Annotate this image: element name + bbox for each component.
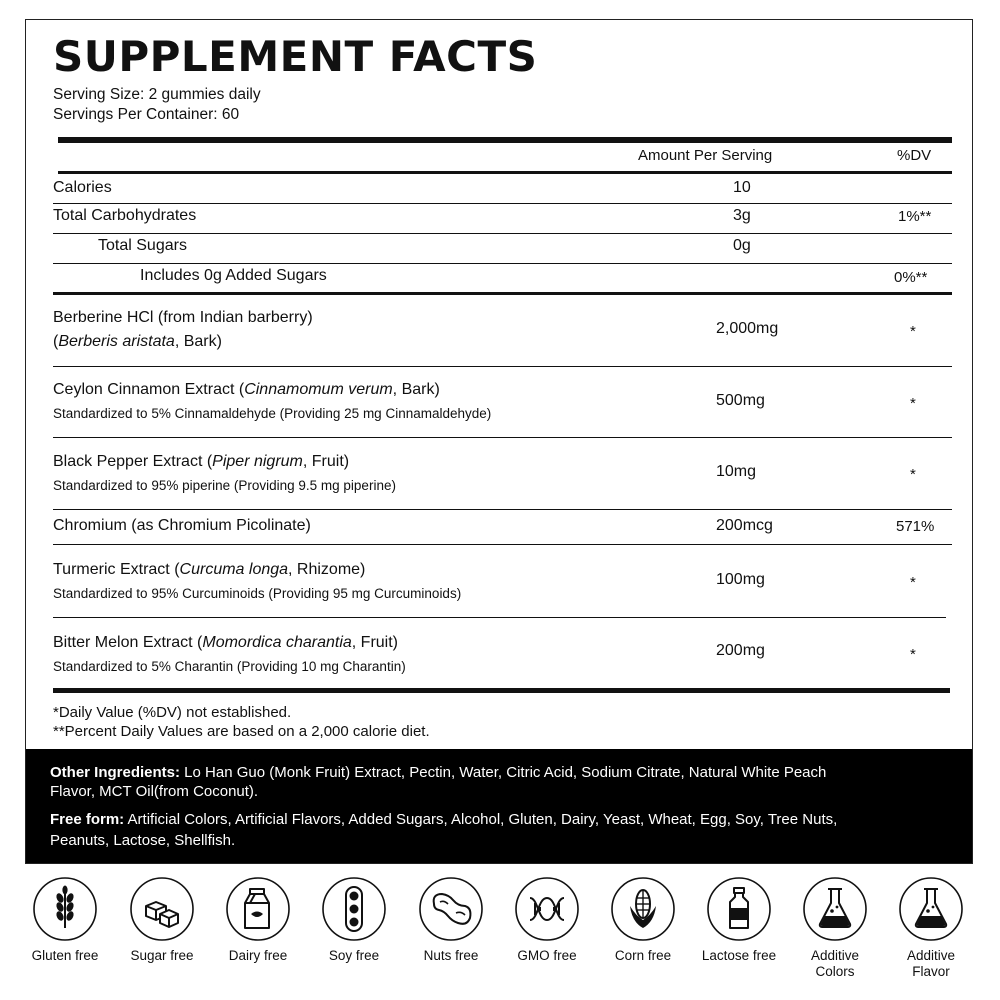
free-form-line-2: Peanuts, Lactose, Shellfish. <box>50 832 236 849</box>
badge-label: Soy free <box>328 948 380 963</box>
total-carbs-label: Total Carbohydrates <box>53 207 197 224</box>
ingredient-source: (Berberis aristata, Bark) <box>53 333 222 350</box>
amount-column-header: Amount Per Serving <box>638 147 773 164</box>
badge-label: Dairy free <box>228 948 288 963</box>
badge-row <box>17 876 983 986</box>
badge-label: Corn free <box>614 948 672 963</box>
thick-divider <box>53 688 950 693</box>
soybean-icon <box>321 876 387 942</box>
bottle-icon <box>706 876 772 942</box>
row-divider <box>53 437 952 438</box>
ingredient-standardization: Standardized to 95% Curcuminoids (Providing 95 mg Curcuminoids) <box>53 586 462 601</box>
badge-corn-free <box>595 876 691 986</box>
badge-label: GMO free <box>517 948 577 963</box>
badge-label: Gluten free <box>31 948 99 963</box>
ingredient-amount: 10mg <box>716 463 757 480</box>
ingredient-name: Bitter Melon Extract (Momordica charantia, Fruit) <box>53 634 398 651</box>
page-title: SUPPLEMENT FACTS <box>53 32 538 81</box>
dv-column-header: %DV <box>897 147 932 164</box>
ingredient-amount: 2,000mg <box>716 320 779 337</box>
milk-carton-icon <box>225 876 291 942</box>
ingredient-name: Black Pepper Extract (Piper nigrum, Fruit) <box>53 453 350 470</box>
other-ingredients-line-2: Flavor, MCT Oil(from Coconut). <box>50 783 259 800</box>
nutrition-end-divider <box>53 292 952 295</box>
footnote-percent: **Percent Daily Values are based on a 2,000 calorie diet. <box>53 723 430 740</box>
row-divider <box>53 544 952 545</box>
ingredient-name: Berberine HCl (from Indian barberry) <box>53 309 313 326</box>
ingredient-amount: 200mg <box>716 642 765 659</box>
header-divider <box>58 171 952 174</box>
badge-lactose-free <box>691 876 787 986</box>
dna-icon <box>514 876 580 942</box>
badge-soy-free <box>306 876 402 986</box>
ingredient-standardization: Standardized to 5% Cinnamaldehyde (Providing 25 mg Cinnamaldehyde) <box>53 406 492 421</box>
ingredient-amount: 100mg <box>716 571 765 588</box>
ingredient-name: Chromium (as Chromium Picolinate) <box>53 517 311 534</box>
free-form-line: Free form: Artificial Colors, Artificial Flavors, Added Sugars, Alcohol, Gluten, Dairy, Yeast, Wheat, Egg, Soy, Tree Nuts, <box>50 811 838 828</box>
ingredient-dv: * <box>910 466 916 483</box>
added-sugars-dv: 0%** <box>894 269 928 286</box>
servings-per-container: Servings Per Container: 60 <box>53 106 240 123</box>
ingredient-name: Ceylon Cinnamon Extract (Cinnamomum verum, Bark) <box>53 381 440 398</box>
row-divider <box>53 617 946 618</box>
other-ingredients-line: Other Ingredients: Lo Han Guo (Monk Fruit) Extract, Pectin, Water, Citric Acid, Sodium Citrate, Natural White Peach <box>50 764 827 781</box>
row-divider <box>53 203 952 204</box>
ingredient-dv: 571% <box>896 518 935 535</box>
sugar-cubes-icon <box>129 876 195 942</box>
thick-divider <box>58 137 952 143</box>
row-divider <box>53 366 952 367</box>
supplement-facts-panel <box>25 19 973 864</box>
badge-nuts-free <box>403 876 499 986</box>
ingredient-dv: * <box>910 574 916 591</box>
ingredient-dv: * <box>910 646 916 663</box>
ingredient-standardization: Standardized to 95% piperine (Providing 9.5 mg piperine) <box>53 478 396 493</box>
badge-gmo-free <box>499 876 595 986</box>
total-carbs-dv: 1%** <box>898 208 932 225</box>
badge-label: Sugar free <box>130 948 194 963</box>
total-carbs-amount: 3g <box>733 207 751 224</box>
badge-label: Additive Colors <box>810 948 860 979</box>
badge-dairy-free <box>210 876 306 986</box>
calories-amount: 10 <box>733 179 751 196</box>
flask-icon <box>802 876 868 942</box>
badge-sugar-free <box>114 876 210 986</box>
badge-gluten-free <box>17 876 113 986</box>
ingredient-amount: 200mcg <box>716 517 773 534</box>
ingredient-standardization: Standardized to 5% Charantin (Providing 10 mg Charantin) <box>53 659 406 674</box>
ingredient-name: Turmeric Extract (Curcuma longa, Rhizome) <box>53 561 366 578</box>
ingredient-amount: 500mg <box>716 392 765 409</box>
row-divider <box>53 509 952 510</box>
peanut-icon <box>418 876 484 942</box>
serving-size: Serving Size: 2 gummies daily <box>53 86 261 103</box>
badge-additive-flavor <box>883 876 979 986</box>
badge-label: Additive Flavor <box>906 948 956 979</box>
total-sugars-amount: 0g <box>733 237 751 254</box>
badge-label: Lactose free <box>701 948 777 963</box>
flask-icon <box>898 876 964 942</box>
badge-label: Nuts free <box>423 948 479 963</box>
row-divider <box>53 233 952 234</box>
corn-icon <box>610 876 676 942</box>
badge-additive-colors <box>787 876 883 986</box>
calories-label: Calories <box>53 179 112 196</box>
ingredients-bar <box>26 749 972 863</box>
wheat-icon <box>32 876 98 942</box>
added-sugars-label: Includes 0g Added Sugars <box>140 267 327 284</box>
total-sugars-label: Total Sugars <box>98 237 187 254</box>
ingredient-dv: * <box>910 395 916 412</box>
footnote-dv: *Daily Value (%DV) not established. <box>53 704 292 721</box>
ingredient-dv: * <box>910 323 916 340</box>
row-divider <box>53 263 952 264</box>
